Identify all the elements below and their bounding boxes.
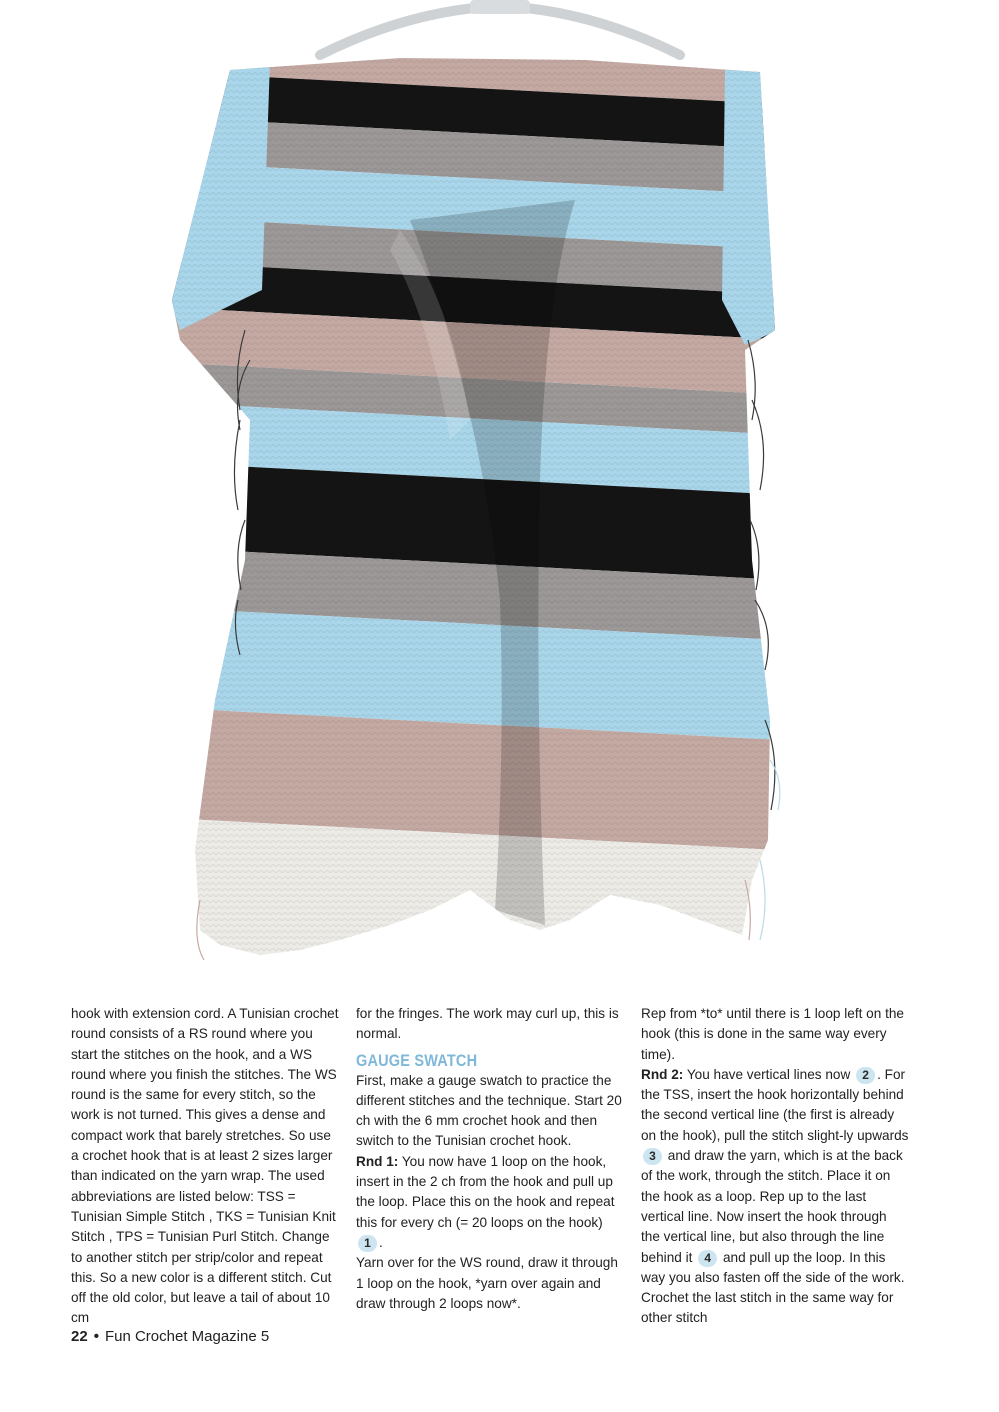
round-label: Rnd 1: [356,1153,399,1169]
round-text: and draw the yarn, which is at the back of the work, through the stitch. Place it on the hook as a loop. Rep up to the last vertical line. Now insert the hook through the vertical line, but also through the line behind it [641,1148,903,1265]
body-paragraph: for the fringes. The work may curl up, this is normal. [356,1006,619,1042]
section-heading: GAUGE SWATCH [356,1051,478,1070]
punctuation: . [379,1234,383,1250]
round-text: and pull up the loop. In this way you also fasten off the side of the work. Crochet the last stitch in the same way for other stitch [641,1249,905,1326]
text-column-1 [71,1004,339,1329]
step-badge: 2 [856,1067,875,1084]
step-badge: 1 [358,1235,377,1252]
round-text: . For the TSS, insert the hook horizontally behind the second vertical line (the first is already on the hook), pull the stitch slight-ly upwards [641,1066,909,1143]
body-paragraph: hook with extension cord. A Tunisian crochet round consists of a RS round where you start the stitches on the hook, and a WS round where you finish the stitches. The WS round is the same for every stitch, so the work is not turned. This gives a dense and compact work that barely stretches. So use a crochet hook that is at least 2 sizes larger than indicated on the yarn wrap. The used abbreviations are listed below: TSS = Tunisian Simple Stitch , TKS = Tunisian Knit Stitch , TPS = Tunisian Purl Stitch. Change to another stitch per strip/color and repeat this. So a new color is a different stitch. Cut off the old color, but leave a tail of about 10 cm [71,1006,339,1326]
page-footer [71,1328,269,1345]
body-paragraph: First, make a gauge swatch to practice the different stitches and the technique. Start 20 ch with the 6 mm crochet hook and then switch to the Tunisian crochet hook. [356,1072,622,1149]
magazine-title: Fun Crochet Magazine 5 [104,1328,270,1345]
hanger-icon [320,0,680,55]
round-label: Rnd 2: [641,1066,684,1082]
round-2-paragraph [641,1065,909,1329]
round-text: You now have 1 loop on the hook, insert in the 2 ch from the hook and pull up the loop. Place this on the hook and repeat this for every ch (= 20 loops on the hook) [356,1153,615,1230]
body-paragraph: Yarn over for the WS round, draw it through 1 loop on the hook, *yarn over again and draw through 2 loops now*. [356,1255,618,1311]
step-badge: 3 [643,1148,662,1165]
step-badge: 4 [698,1250,717,1267]
body-paragraph: Rep from *to* until there is 1 loop left on the hook (this is done in the same way every time). [641,1006,904,1062]
page-number: 22 [71,1328,88,1345]
text-column-3 [641,1004,909,1329]
text-column-2 [356,1004,624,1314]
round-text: You have vertical lines now [686,1066,851,1082]
bullet-icon: • [93,1328,99,1345]
round-1-paragraph [356,1152,624,1253]
